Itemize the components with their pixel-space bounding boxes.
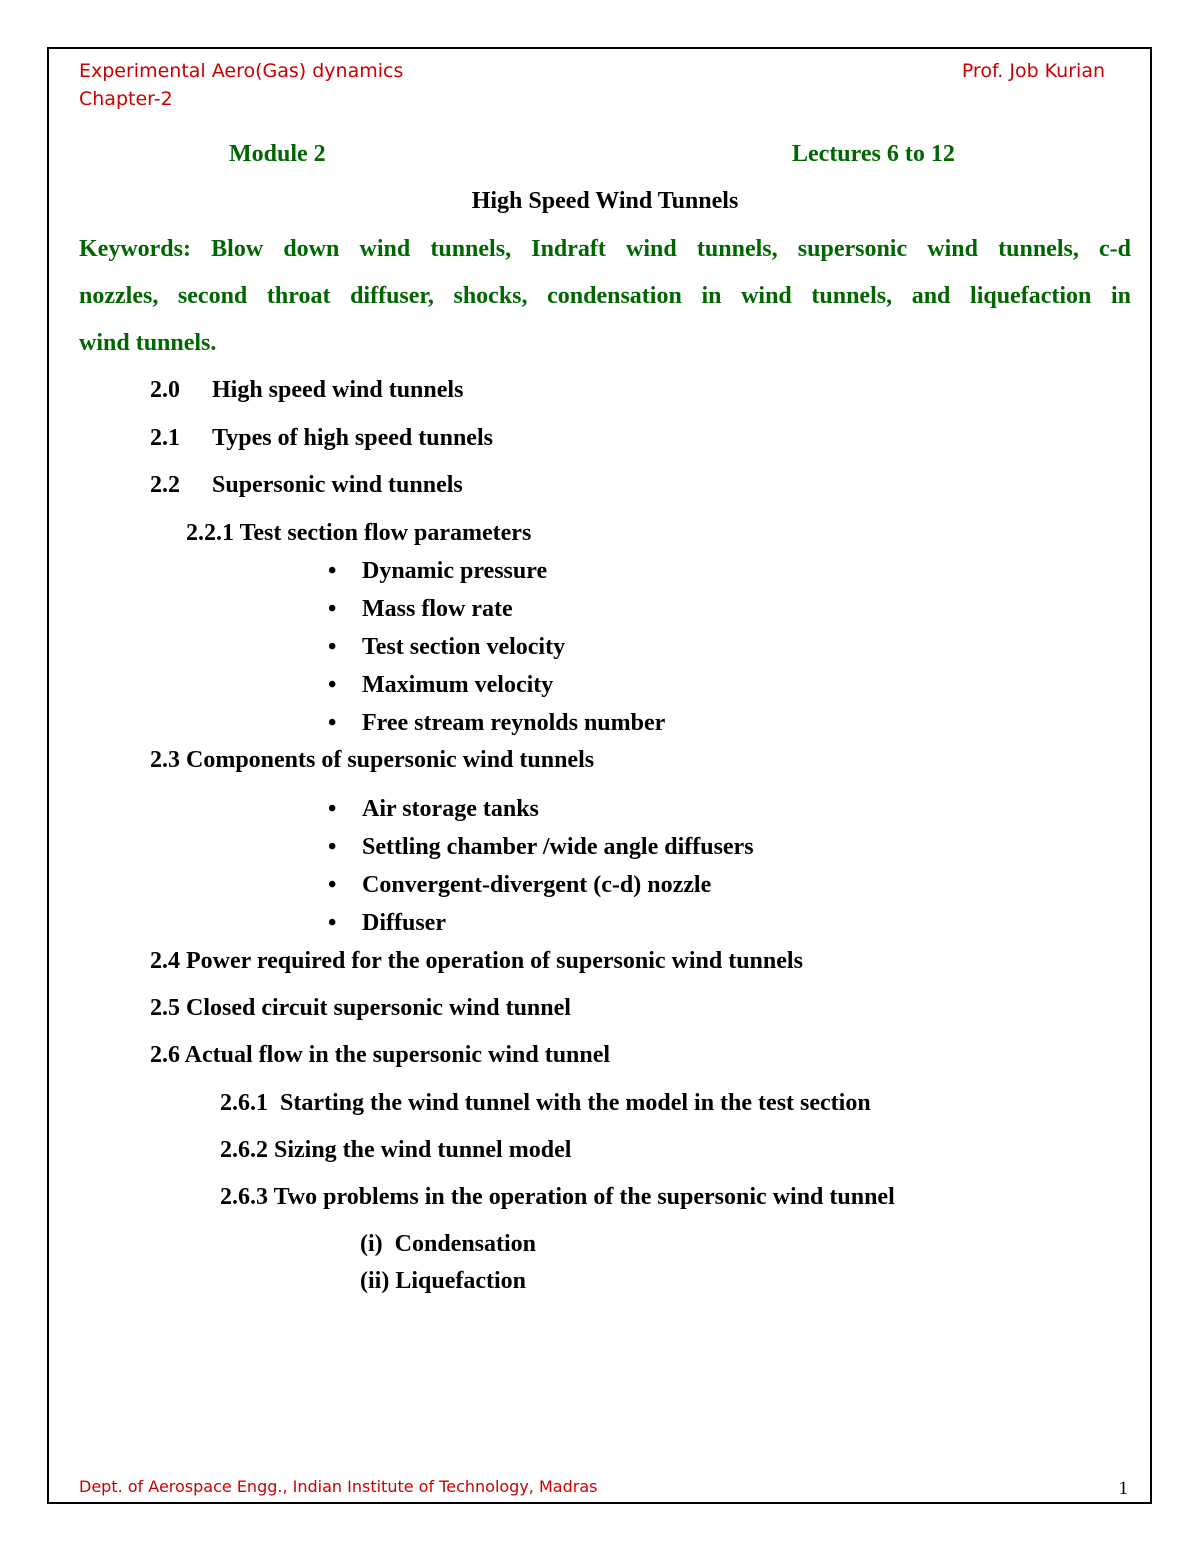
toc-item-2-6-2: 2.6.2 Sizing the wind tunnel model xyxy=(220,1137,572,1163)
module-label: Module 2 xyxy=(229,141,326,167)
bullet-icon: • xyxy=(328,558,337,584)
bullet-item: • Convergent-divergent (c-d) nozzle xyxy=(328,872,712,898)
toc-item-2-6: 2.6 Actual flow in the supersonic wind tunnel xyxy=(150,1042,611,1068)
bullet-icon: • xyxy=(328,710,337,736)
toc-item-2-6-3: 2.6.3 Two problems in the operation of the supersonic wind tunnel xyxy=(220,1184,895,1210)
problem-item: (ii) Liquefaction xyxy=(360,1268,526,1294)
keywords-line-3: wind tunnels. xyxy=(79,330,217,356)
toc-item-2-2 xyxy=(150,472,463,499)
toc-number: 2.1 xyxy=(150,425,180,451)
bullet-item: • Air storage tanks xyxy=(328,796,539,822)
bullet-item: • Dynamic pressure xyxy=(328,558,548,584)
toc-item-2-4: 2.4 Power required for the operation of supersonic wind tunnels xyxy=(150,948,803,974)
footer-department: Dept. of Aerospace Engg., Indian Institute of Technology, Madras xyxy=(79,1477,598,1496)
bullet-icon: • xyxy=(328,872,337,898)
toc-item-2-5: 2.5 Closed circuit supersonic wind tunnel xyxy=(150,995,571,1021)
bullet-icon: • xyxy=(328,596,337,622)
bullet-item: • Test section velocity xyxy=(328,634,566,660)
bullet-item: • Maximum velocity xyxy=(328,672,554,698)
toc-text: Types of high speed tunnels xyxy=(212,425,493,451)
page-number: 1 xyxy=(1118,1478,1128,1499)
problem-item: (i) Condensation xyxy=(360,1231,537,1257)
course-title: Experimental Aero(Gas) dynamics xyxy=(79,60,404,82)
bullet-icon: • xyxy=(328,796,337,822)
keywords-line-1: Keywords: Blow down wind tunnels, Indraft wind tunnels, supersonic wind tunnels, c-d xyxy=(79,236,1131,262)
bullet-item: • Mass flow rate xyxy=(328,596,513,622)
bullet-item: • Settling chamber /wide angle diffusers xyxy=(328,834,754,860)
professor-name: Prof. Job Kurian xyxy=(961,60,1105,82)
lectures-label: Lectures 6 to 12 xyxy=(792,141,955,167)
toc-number: 2.0 xyxy=(150,377,180,403)
page-title: High Speed Wind Tunnels xyxy=(471,188,739,214)
toc-item-2-6-1: 2.6.1 Starting the wind tunnel with the model in the test section xyxy=(220,1090,871,1116)
bullet-item: • Diffuser xyxy=(328,910,446,936)
bullet-item: • Free stream reynolds number xyxy=(328,710,666,736)
toc-text: High speed wind tunnels xyxy=(212,377,464,403)
toc-text: Supersonic wind tunnels xyxy=(212,472,463,498)
toc-item-2-2-1: 2.2.1 Test section flow parameters xyxy=(186,520,532,546)
toc-item-2-1 xyxy=(150,425,493,452)
toc-number: 2.2 xyxy=(150,472,180,498)
bullet-icon: • xyxy=(328,634,337,660)
toc-item-2-0 xyxy=(150,377,463,404)
toc-item-2-3: 2.3 Components of supersonic wind tunnels xyxy=(150,747,595,773)
bullet-icon: • xyxy=(328,834,337,860)
bullet-icon: • xyxy=(328,672,337,698)
keywords-line-2: nozzles, second throat diffuser, shocks, condensation in wind tunnels, and liquefaction in xyxy=(79,283,1131,309)
bullet-icon: • xyxy=(328,910,337,936)
chapter-label: Chapter-2 xyxy=(79,88,173,110)
